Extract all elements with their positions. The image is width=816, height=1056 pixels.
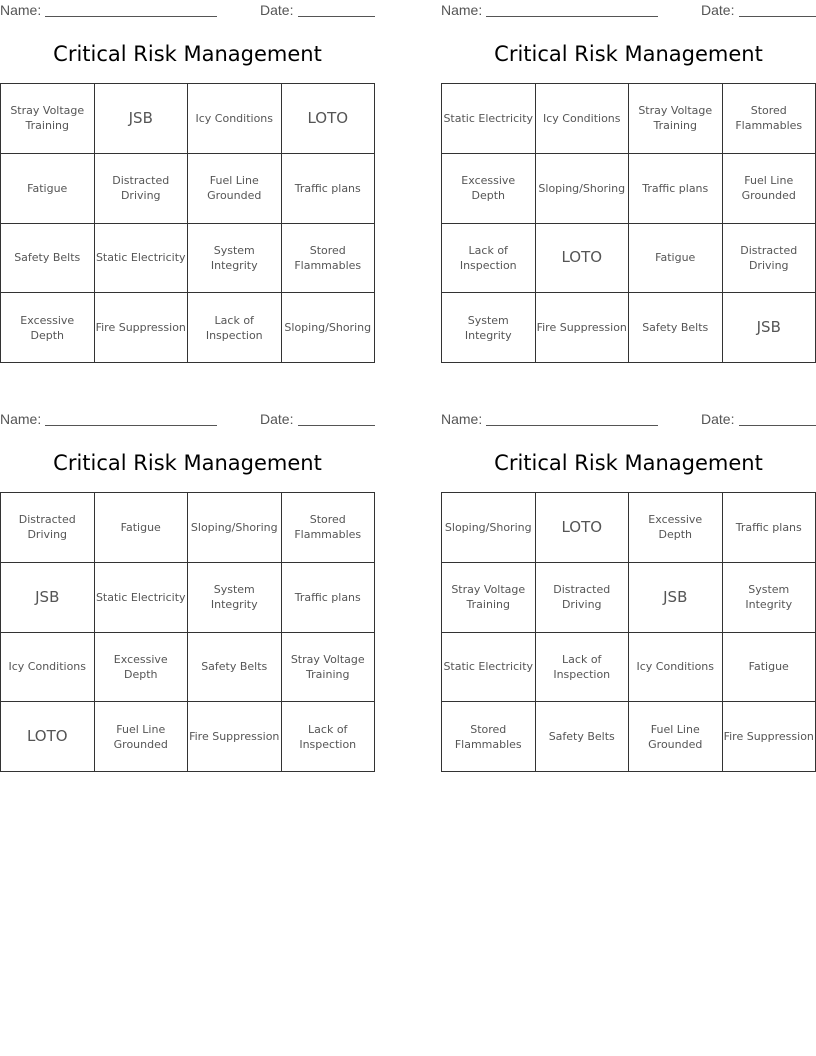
name-label: Name: bbox=[441, 411, 483, 427]
bingo-cell[interactable]: Traffic plans bbox=[723, 493, 816, 563]
bingo-cell[interactable]: Distracted Driving bbox=[536, 563, 630, 633]
date-field[interactable] bbox=[739, 411, 816, 426]
bingo-grid bbox=[0, 492, 375, 772]
bingo-cell[interactable]: Fuel Line Grounded bbox=[95, 702, 189, 772]
bingo-cell[interactable]: Static Electricity bbox=[442, 84, 536, 154]
bingo-cell[interactable]: Stray Voltage Training bbox=[282, 633, 376, 703]
bingo-cell[interactable]: Lack of Inspection bbox=[188, 293, 282, 363]
bingo-cell[interactable]: Fatigue bbox=[723, 633, 816, 703]
bingo-grid bbox=[441, 83, 816, 363]
bingo-cell[interactable]: JSB bbox=[629, 563, 723, 633]
bingo-cell[interactable]: Static Electricity bbox=[95, 563, 189, 633]
bingo-cell[interactable]: Safety Belts bbox=[629, 293, 723, 363]
name-label: Name: bbox=[441, 2, 483, 18]
bingo-card bbox=[441, 409, 816, 774]
bingo-cell[interactable]: Distracted Driving bbox=[1, 493, 95, 563]
card-title: Critical Risk Management bbox=[53, 451, 322, 475]
name-date-header bbox=[0, 2, 375, 20]
name-label: Name: bbox=[0, 2, 42, 18]
bingo-cell[interactable]: Traffic plans bbox=[282, 563, 376, 633]
name-field[interactable] bbox=[45, 411, 217, 426]
bingo-cell[interactable]: LOTO bbox=[536, 493, 630, 563]
bingo-grid bbox=[0, 83, 375, 363]
bingo-cell[interactable]: Traffic plans bbox=[282, 154, 376, 224]
bingo-cell[interactable]: Traffic plans bbox=[629, 154, 723, 224]
bingo-cell[interactable]: System Integrity bbox=[188, 563, 282, 633]
bingo-cell[interactable]: Fire Suppression bbox=[95, 293, 189, 363]
bingo-cell[interactable]: Excessive Depth bbox=[442, 154, 536, 224]
bingo-cell[interactable]: Distracted Driving bbox=[95, 154, 189, 224]
bingo-cell[interactable]: Lack of Inspection bbox=[282, 702, 376, 772]
name-field[interactable] bbox=[486, 411, 658, 426]
bingo-cell[interactable]: Fuel Line Grounded bbox=[188, 154, 282, 224]
card-title: Critical Risk Management bbox=[494, 42, 763, 66]
bingo-cell[interactable]: Fatigue bbox=[1, 154, 95, 224]
bingo-card bbox=[0, 0, 375, 365]
bingo-cell[interactable]: Stored Flammables bbox=[723, 84, 816, 154]
bingo-cell[interactable]: Lack of Inspection bbox=[442, 224, 536, 294]
bingo-cell[interactable]: Icy Conditions bbox=[629, 633, 723, 703]
bingo-cell[interactable]: Lack of Inspection bbox=[536, 633, 630, 703]
bingo-cell[interactable]: System Integrity bbox=[188, 224, 282, 294]
bingo-cell[interactable]: Sloping/Shoring bbox=[188, 493, 282, 563]
name-field[interactable] bbox=[45, 2, 217, 17]
date-label: Date: bbox=[701, 2, 735, 18]
bingo-card bbox=[0, 409, 375, 774]
bingo-cell[interactable]: JSB bbox=[1, 563, 95, 633]
date-label: Date: bbox=[701, 411, 735, 427]
bingo-cell[interactable]: Fire Suppression bbox=[536, 293, 630, 363]
bingo-cell[interactable]: LOTO bbox=[536, 224, 630, 294]
bingo-cell[interactable]: LOTO bbox=[1, 702, 95, 772]
bingo-cell[interactable]: Stored Flammables bbox=[282, 493, 376, 563]
name-field[interactable] bbox=[486, 2, 658, 17]
date-field[interactable] bbox=[298, 411, 375, 426]
date-label: Date: bbox=[260, 411, 294, 427]
card-title: Critical Risk Management bbox=[494, 451, 763, 475]
bingo-cell[interactable]: Icy Conditions bbox=[188, 84, 282, 154]
bingo-card bbox=[441, 0, 816, 365]
bingo-cell[interactable]: Stray Voltage Training bbox=[629, 84, 723, 154]
bingo-cell[interactable]: Stored Flammables bbox=[442, 702, 536, 772]
bingo-cell[interactable]: JSB bbox=[95, 84, 189, 154]
date-label: Date: bbox=[260, 2, 294, 18]
bingo-cell[interactable]: Stray Voltage Training bbox=[1, 84, 95, 154]
bingo-cell[interactable]: Distracted Driving bbox=[723, 224, 816, 294]
bingo-cell[interactable]: Static Electricity bbox=[442, 633, 536, 703]
bingo-cell[interactable]: Fatigue bbox=[95, 493, 189, 563]
bingo-cell[interactable]: Fuel Line Grounded bbox=[629, 702, 723, 772]
bingo-cell[interactable]: Excessive Depth bbox=[629, 493, 723, 563]
bingo-cell[interactable]: Sloping/Shoring bbox=[536, 154, 630, 224]
bingo-cell[interactable]: System Integrity bbox=[723, 563, 816, 633]
bingo-cell[interactable]: Static Electricity bbox=[95, 224, 189, 294]
bingo-cell[interactable]: Stray Voltage Training bbox=[442, 563, 536, 633]
bingo-cell[interactable]: Stored Flammables bbox=[282, 224, 376, 294]
bingo-cell[interactable]: Safety Belts bbox=[1, 224, 95, 294]
bingo-grid bbox=[441, 492, 816, 772]
bingo-cell[interactable]: Sloping/Shoring bbox=[282, 293, 376, 363]
bingo-cell[interactable]: Excessive Depth bbox=[1, 293, 95, 363]
bingo-cell[interactable]: Fatigue bbox=[629, 224, 723, 294]
bingo-cell[interactable]: LOTO bbox=[282, 84, 376, 154]
name-date-header bbox=[0, 411, 375, 429]
date-field[interactable] bbox=[739, 2, 816, 17]
bingo-cell[interactable]: Safety Belts bbox=[536, 702, 630, 772]
bingo-cell[interactable]: Icy Conditions bbox=[1, 633, 95, 703]
bingo-cell[interactable]: Safety Belts bbox=[188, 633, 282, 703]
bingo-cell[interactable]: Fire Suppression bbox=[188, 702, 282, 772]
name-date-header bbox=[441, 411, 816, 429]
name-label: Name: bbox=[0, 411, 42, 427]
bingo-cell[interactable]: Fuel Line Grounded bbox=[723, 154, 816, 224]
name-date-header bbox=[441, 2, 816, 20]
date-field[interactable] bbox=[298, 2, 375, 17]
card-title: Critical Risk Management bbox=[53, 42, 322, 66]
bingo-cell[interactable]: Icy Conditions bbox=[536, 84, 630, 154]
bingo-cell[interactable]: JSB bbox=[723, 293, 816, 363]
bingo-cell[interactable]: System Integrity bbox=[442, 293, 536, 363]
bingo-cell[interactable]: Fire Suppression bbox=[723, 702, 816, 772]
bingo-cell[interactable]: Sloping/Shoring bbox=[442, 493, 536, 563]
bingo-cell[interactable]: Excessive Depth bbox=[95, 633, 189, 703]
